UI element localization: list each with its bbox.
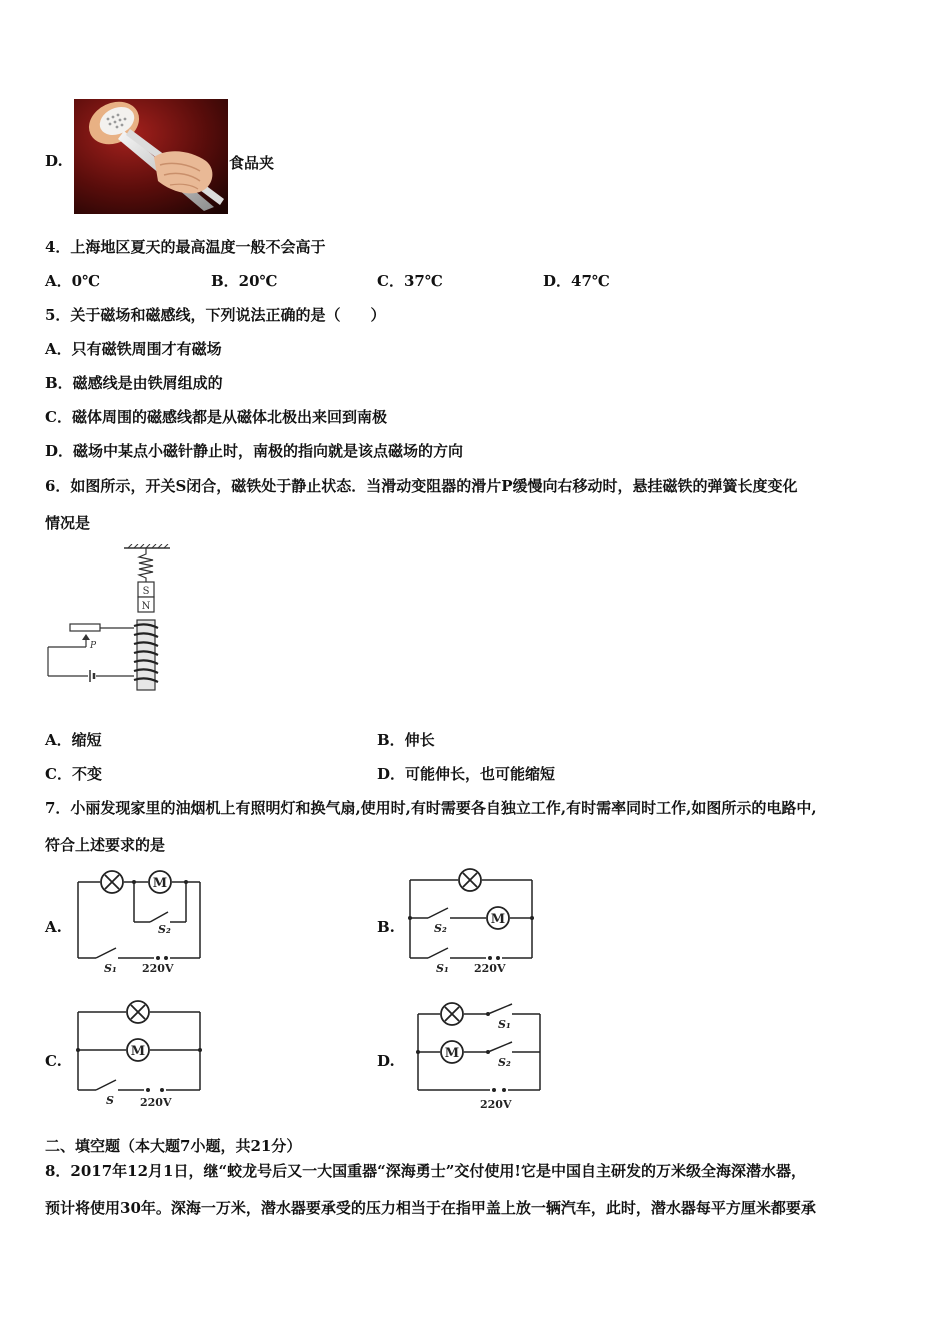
q5-option-c: C．磁体周围的磁感线都是从磁体北极出来回到南极 — [45, 408, 387, 426]
voltage-label: 220V — [474, 962, 506, 975]
motor-label: M — [130, 1044, 146, 1059]
switch-s2-label: S₂ — [434, 922, 447, 935]
q7-option-a-letter: A. — [45, 918, 62, 936]
switch-s2-label: S₂ — [158, 923, 171, 936]
q7-circuit-a — [74, 866, 206, 978]
switch-s1-label: S₁ — [104, 962, 117, 975]
q7-option-c-letter: C. — [45, 1052, 62, 1070]
q6-stem-line2: 情况是 — [45, 514, 91, 532]
q6-option-a: A．缩短 — [45, 731, 102, 749]
motor-label: M — [444, 1046, 460, 1061]
q6-option-c: C．不变 — [45, 765, 102, 783]
switch-s-label: S — [106, 1094, 114, 1107]
q7-circuit-c — [74, 998, 206, 1112]
motor-label: M — [152, 876, 168, 891]
motor-label: M — [490, 912, 506, 927]
magnet-n-label: N — [141, 601, 151, 612]
q8-line2: 预计将使用30年。深海一万米，潜水器要承受的压力相当于在指甲盖上放一辆汽车，此时，潜水器每平方厘米都要承 — [45, 1199, 816, 1217]
food-tongs-photo — [74, 99, 228, 214]
q7-option-b-letter: B. — [377, 918, 395, 936]
q7-circuit-b — [406, 866, 538, 978]
voltage-label: 220V — [142, 962, 174, 975]
section-heading-fill-in: 二、填空题（本大题7小题，共21分） — [45, 1137, 302, 1155]
q3-option-d-letter: D. — [45, 152, 63, 170]
q7-option-d-letter: D. — [377, 1052, 395, 1070]
q5-option-a: A．只有磁铁周围才有磁场 — [45, 340, 222, 358]
q4-option-d: D．47℃ — [543, 272, 610, 290]
q3-option-d-text: 食品夹 — [229, 154, 275, 172]
q5-option-b: B．磁感线是由铁屑组成的 — [45, 374, 223, 392]
switch-s2-label: S₂ — [498, 1056, 511, 1069]
q4-option-b: B．20℃ — [211, 272, 278, 290]
q7-stem-line2: 符合上述要求的是 — [45, 836, 166, 854]
magnet-s-label: S — [142, 586, 150, 597]
slider-p-label: P — [90, 641, 97, 651]
q8-line1: 8．2017年12月1日，继“蛟龙号后又一大国重器“深海勇士”交付使用!它是中国自主研发的万米级全海深潜水器， — [45, 1162, 806, 1180]
q5-stem: 5．关于磁场和磁感线，下列说法正确的是（ ） — [45, 306, 386, 324]
q7-circuit-d — [412, 1000, 548, 1114]
q7-stem-line1: 7．小丽发现家里的油烟机上有照明灯和换气扇,使用时,有时需要各自独立工作,有时需率同时工作,如图所示的电路中, — [45, 799, 817, 817]
q6-option-d: D．可能伸长，也可能缩短 — [377, 765, 556, 783]
q4-option-a: A．0℃ — [45, 272, 101, 290]
q6-electromagnet-figure — [44, 544, 174, 692]
switch-s1-label: S₁ — [436, 962, 449, 975]
q6-option-b: B．伸长 — [377, 731, 435, 749]
q5-option-d: D．磁场中某点小磁针静止时，南极的指向就是该点磁场的方向 — [45, 442, 464, 460]
q4-stem: 4．上海地区夏天的最高温度一般不会高于 — [45, 238, 326, 256]
switch-s1-label: S₁ — [498, 1018, 511, 1031]
voltage-label: 220V — [480, 1098, 512, 1111]
voltage-label: 220V — [140, 1096, 172, 1109]
q6-stem-line1: 6．如图所示，开关S闭合，磁铁处于静止状态．当滑动变阻器的滑片P缓慢向右移动时，悬挂磁铁的弹簧长度变化 — [45, 477, 798, 495]
q4-option-c: C．37℃ — [377, 272, 443, 290]
